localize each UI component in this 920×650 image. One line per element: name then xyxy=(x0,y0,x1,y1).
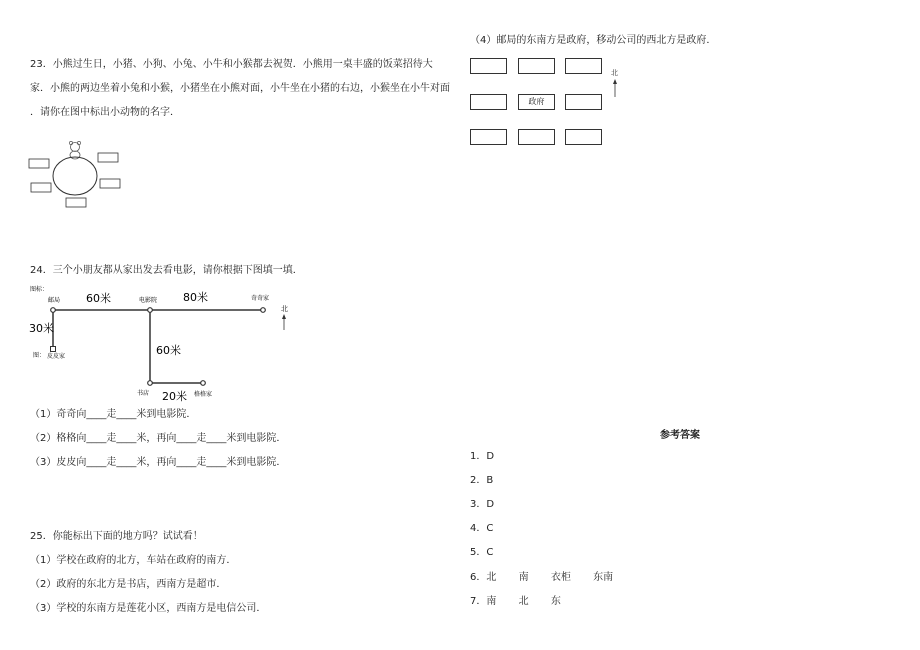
q25-item-2: （2）政府的东北方是书店，西南方是超市． xyxy=(30,579,227,590)
answer-item: 2．B xyxy=(470,475,494,486)
grid-box[interactable] xyxy=(565,94,602,110)
q24-route-map xyxy=(26,282,306,404)
gege-home-label: 格格家 xyxy=(194,391,213,398)
seat-box[interactable] xyxy=(31,183,51,192)
seat-box[interactable] xyxy=(98,153,118,162)
answer-item: 1．D xyxy=(470,451,495,462)
qiqi-home-label: 奇奇家 xyxy=(251,295,270,302)
grid-box[interactable] xyxy=(470,94,507,110)
answer-item: 7．南 北 东 xyxy=(470,596,561,607)
answers-title: 参考答案 xyxy=(660,430,700,441)
government-box: 政府 xyxy=(518,94,555,110)
q25-item-3: （3）学校的东南方是莲花小区，西南方是电信公司． xyxy=(30,603,267,614)
answer-item: 5．C xyxy=(470,547,494,558)
grid-box[interactable] xyxy=(518,58,555,74)
bookstore-point xyxy=(148,381,153,386)
cinema-point xyxy=(148,308,153,313)
north-label: 北 xyxy=(281,305,288,313)
distance-label: 20米 xyxy=(162,390,187,403)
post-office-label: 邮局 xyxy=(48,297,61,304)
post-office-point xyxy=(51,308,56,313)
seat-box[interactable] xyxy=(66,198,86,207)
distance-label: 60米 xyxy=(86,292,111,305)
north-arrow-icon xyxy=(611,78,619,98)
north-arrow-icon xyxy=(282,314,286,330)
grid-box[interactable] xyxy=(565,58,602,74)
distance-label: 60米 xyxy=(156,344,181,357)
q23-table-diagram xyxy=(26,138,126,212)
qiqi-home-point xyxy=(261,308,266,313)
round-table xyxy=(53,157,97,195)
cinema-label: 电影院 xyxy=(139,297,158,304)
distance-label: 30米 xyxy=(29,322,54,335)
legend-label: 图标： xyxy=(30,286,49,293)
q24-title: 24．三个小朋友都从家出发去看电影，请你根据下图填一填． xyxy=(30,265,303,276)
grid-box[interactable] xyxy=(565,129,602,145)
q23-line-3: ．请你在图中标出小动物的名字． xyxy=(30,107,180,118)
bookstore-label: 书店 xyxy=(137,390,150,397)
q24-item-1: （1）奇奇向____走____米到电影院． xyxy=(30,409,197,420)
gege-home-point xyxy=(201,381,206,386)
seat-box[interactable] xyxy=(29,159,49,168)
q24-item-3: （3）皮皮向____走____米，再向____走____米到电影院． xyxy=(30,457,287,468)
distance-label: 80米 xyxy=(183,291,208,304)
grid-box[interactable] xyxy=(518,129,555,145)
q23-line-1: 23．小熊过生日，小猪、小狗、小兔、小牛和小猴都去祝贺．小熊用一桌丰盛的饭菜招待大 xyxy=(30,59,433,70)
north-label: 北 xyxy=(611,69,618,77)
q24-item-2: （2）格格向____走____米，再向____走____米到电影院． xyxy=(30,433,287,444)
answer-item: 6．北 南 衣柜 东南 xyxy=(470,572,614,583)
pipi-home-point xyxy=(51,347,56,352)
q23-line-2: 家．小熊的两边坐着小兔和小猴，小猪坐在小熊对面，小牛坐在小猪的右边，小猴坐在小牛对面 xyxy=(30,83,450,94)
grid-box[interactable] xyxy=(470,129,507,145)
bear-icon xyxy=(69,141,80,159)
grid-box[interactable] xyxy=(470,58,507,74)
q25-title: 25．你能标出下面的地方吗？试试看！ xyxy=(30,531,203,542)
q25-item-1: （1）学校在政府的北方，车站在政府的南方． xyxy=(30,555,237,566)
legend-mark-label: 图： xyxy=(33,352,46,359)
pipi-home-label: 皮皮家 xyxy=(47,353,66,360)
q25-item-4: （4）邮局的东南方是政府，移动公司的西北方是政府． xyxy=(470,35,717,46)
answer-item: 4．C xyxy=(470,523,494,534)
seat-box[interactable] xyxy=(100,179,120,188)
answer-item: 3．D xyxy=(470,499,495,510)
